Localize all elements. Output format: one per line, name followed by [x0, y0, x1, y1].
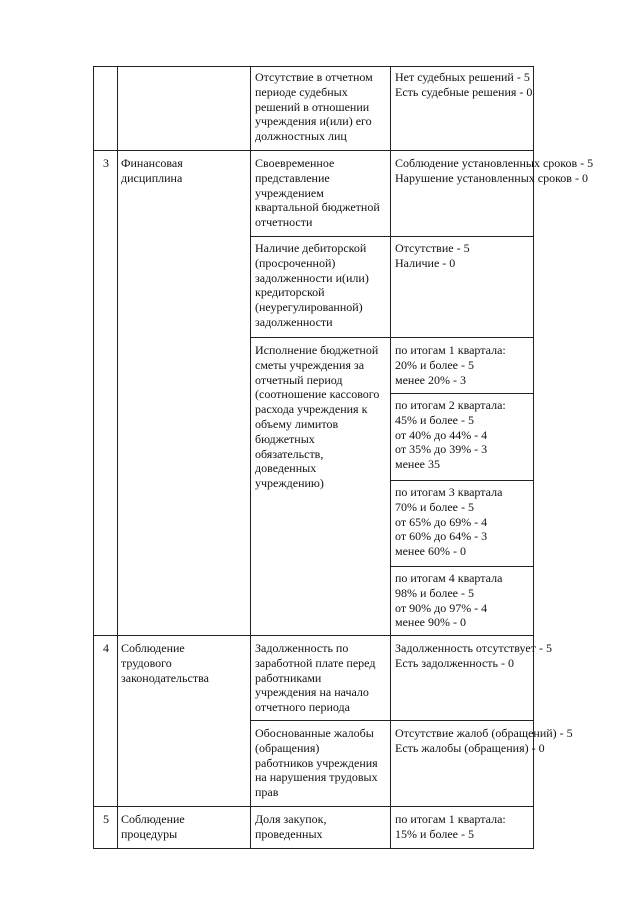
score-text: Нет судебных решений - 5 Есть судебные решения - 0 [395, 70, 533, 99]
row-separator [93, 150, 534, 151]
score-separator [390, 566, 534, 567]
criterion-separator [250, 720, 534, 721]
row-number: 3 [103, 156, 109, 170]
indicator-name: Соблюдение трудового законодательства [121, 641, 209, 685]
score-text: Отсутствие жалоб (обращений) - 5 Есть жалобы (обращения) - 0 [395, 726, 573, 755]
score-text: по итогам 1 квартала: 15% и более - 5 [395, 812, 506, 841]
row-number: 4 [103, 641, 109, 655]
criterion-text: Своевременное представление учреждением квартальной бюджетной отчетности [255, 156, 380, 230]
score-text: Соблюдение установленных сроков - 5 Нарушение установленных сроков - 0 [395, 156, 594, 185]
row-separator [93, 635, 534, 636]
criterion-separator [250, 337, 534, 338]
column-separator [390, 66, 391, 849]
table-bottom-border [93, 848, 534, 849]
criterion-text: Наличие дебиторской (просроченной) задолженности и(или) кредиторской (неурегулированной) задолженности [255, 241, 369, 329]
score-text: по итогам 4 квартала 98% и более - 5 от 90% до 97% - 4 менее 90% - 0 [395, 571, 503, 630]
score-text: по итогам 2 квартала: 45% и более - 5 от 40% до 44% - 4 от 35% до 39% - 3 менее 35 [395, 398, 506, 472]
table-left-border [93, 66, 94, 849]
score-separator [390, 480, 534, 481]
row-separator [93, 806, 534, 807]
row-number: 5 [103, 812, 109, 826]
criterion-text: Отсутствие в отчетном периоде судебных решений в отношении учреждения и(или) его должностных лиц [255, 70, 373, 144]
score-text: Задолженность отсутствует - 5 Есть задолженность - 0 [395, 641, 552, 670]
criterion-text: Обоснованные жалобы (обращения) работников учреждения на нарушения трудовых прав [255, 726, 378, 800]
score-text: по итогам 1 квартала: 20% и более - 5 менее 20% - 3 [395, 343, 506, 387]
criterion-text: Исполнение бюджетной сметы учреждения за отчетный период (соотношение кассового расхода учреждения к объему лимитов бюджетных обязательств, доведенных учреждению) [255, 343, 380, 491]
column-separator [117, 66, 118, 849]
criterion-separator [250, 236, 534, 237]
column-separator [250, 66, 251, 849]
score-text: Отсутствие - 5 Наличие - 0 [395, 241, 470, 270]
indicator-name: Соблюдение процедуры [121, 812, 185, 841]
score-separator [390, 393, 534, 394]
criterion-text: Доля закупок, проведенных [255, 812, 327, 841]
indicator-name: Финансовая дисциплина [121, 156, 183, 185]
score-text: по итогам 3 квартала 70% и более - 5 от 65% до 69% - 4 от 60% до 64% - 3 менее 60% - 0 [395, 485, 503, 559]
criterion-text: Задолженность по заработной плате перед работниками учреждения на начало отчетного периода [255, 641, 376, 715]
table-top-border [93, 66, 534, 67]
